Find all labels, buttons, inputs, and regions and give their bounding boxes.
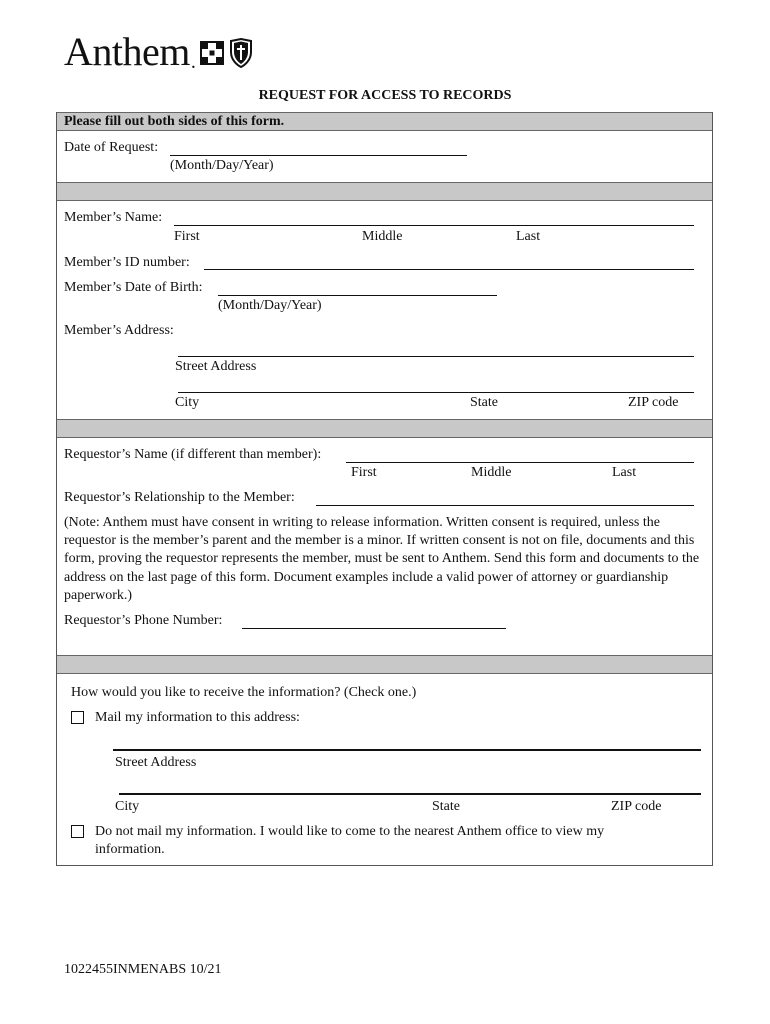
- member-street-field[interactable]: [178, 356, 694, 357]
- member-middle-hint: Middle: [362, 229, 403, 244]
- blue-shield-icon: [229, 38, 253, 68]
- form-instruction: Please fill out both sides of this form.: [64, 114, 285, 129]
- member-zip-hint: ZIP code: [628, 395, 679, 410]
- requestor-relationship-label: Requestor’s Relationship to the Member:: [64, 490, 295, 505]
- logo-wordmark: Anthem: [64, 29, 190, 74]
- anthem-logo: [64, 30, 253, 72]
- delivery-question: How would you like to receive the information? (Check one.): [71, 685, 417, 700]
- member-name-field[interactable]: [174, 225, 694, 226]
- member-dob-field[interactable]: [218, 295, 497, 296]
- requestor-phone-label: Requestor’s Phone Number:: [64, 613, 223, 628]
- member-id-label: Member’s ID number:: [64, 255, 190, 270]
- mail-option-label: Mail my information to this address:: [95, 710, 300, 725]
- delivery-zip-hint: ZIP code: [611, 799, 662, 814]
- member-first-hint: First: [174, 229, 200, 244]
- delivery-street-field[interactable]: [113, 749, 701, 751]
- delivery-city-hint: City: [115, 799, 140, 814]
- delivery-state-hint: State: [432, 799, 460, 814]
- date-of-request-hint: (Month/Day/Year): [170, 158, 274, 173]
- member-state-hint: State: [470, 395, 498, 410]
- office-option-checkbox[interactable]: [71, 825, 84, 838]
- date-of-request-label: Date of Request:: [64, 140, 159, 155]
- member-name-label: Member’s Name:: [64, 210, 163, 225]
- requestor-middle-hint: Middle: [471, 465, 512, 480]
- member-id-field[interactable]: [204, 269, 694, 270]
- member-address-label: Member’s Address:: [64, 323, 174, 338]
- delivery-city-state-zip-field[interactable]: [119, 793, 701, 795]
- page-title: REQUEST FOR ACCESS TO RECORDS: [258, 88, 512, 103]
- section-divider-bar: [57, 655, 712, 674]
- member-street-hint: Street Address: [175, 359, 257, 374]
- member-last-hint: Last: [516, 229, 541, 244]
- delivery-street-hint: Street Address: [115, 755, 197, 770]
- requestor-relationship-field[interactable]: [316, 505, 694, 506]
- blue-cross-icon: [199, 40, 225, 66]
- office-option-label-line1: Do not mail my information. I would like to come to the nearest Anthem office to view my: [95, 824, 605, 839]
- requestor-last-hint: Last: [612, 465, 637, 480]
- member-dob-hint: (Month/Day/Year): [218, 298, 322, 313]
- requestor-first-hint: First: [351, 465, 377, 480]
- form-code: 1022455INMENABS 10/21: [64, 962, 222, 977]
- office-option-label-line2: information.: [95, 842, 165, 857]
- consent-note: (Note: Anthem must have consent in writing to release information. Written consent is required, unless the requestor is the member’s parent and the member is a minor. If written consent is not on file, documents and this form, proving the requestor represents the member, must be sent to Anthem. Send this form and documents to the address on the last page of this form. Document examples include a valid power of attorney or guardianship paperwork.): [64, 515, 700, 603]
- section-divider-bar: [57, 182, 712, 201]
- logo-dot: .: [190, 51, 196, 73]
- section-divider-bar: [57, 419, 712, 438]
- requestor-name-field[interactable]: [346, 462, 694, 463]
- member-dob-label: Member’s Date of Birth:: [64, 280, 203, 295]
- requestor-phone-field[interactable]: [242, 628, 506, 629]
- requestor-name-label: Requestor’s Name (if different than member):: [64, 447, 322, 462]
- date-of-request-field[interactable]: [170, 155, 467, 156]
- mail-option-checkbox[interactable]: [71, 711, 84, 724]
- member-city-state-zip-field[interactable]: [178, 392, 694, 393]
- member-city-hint: City: [175, 395, 200, 410]
